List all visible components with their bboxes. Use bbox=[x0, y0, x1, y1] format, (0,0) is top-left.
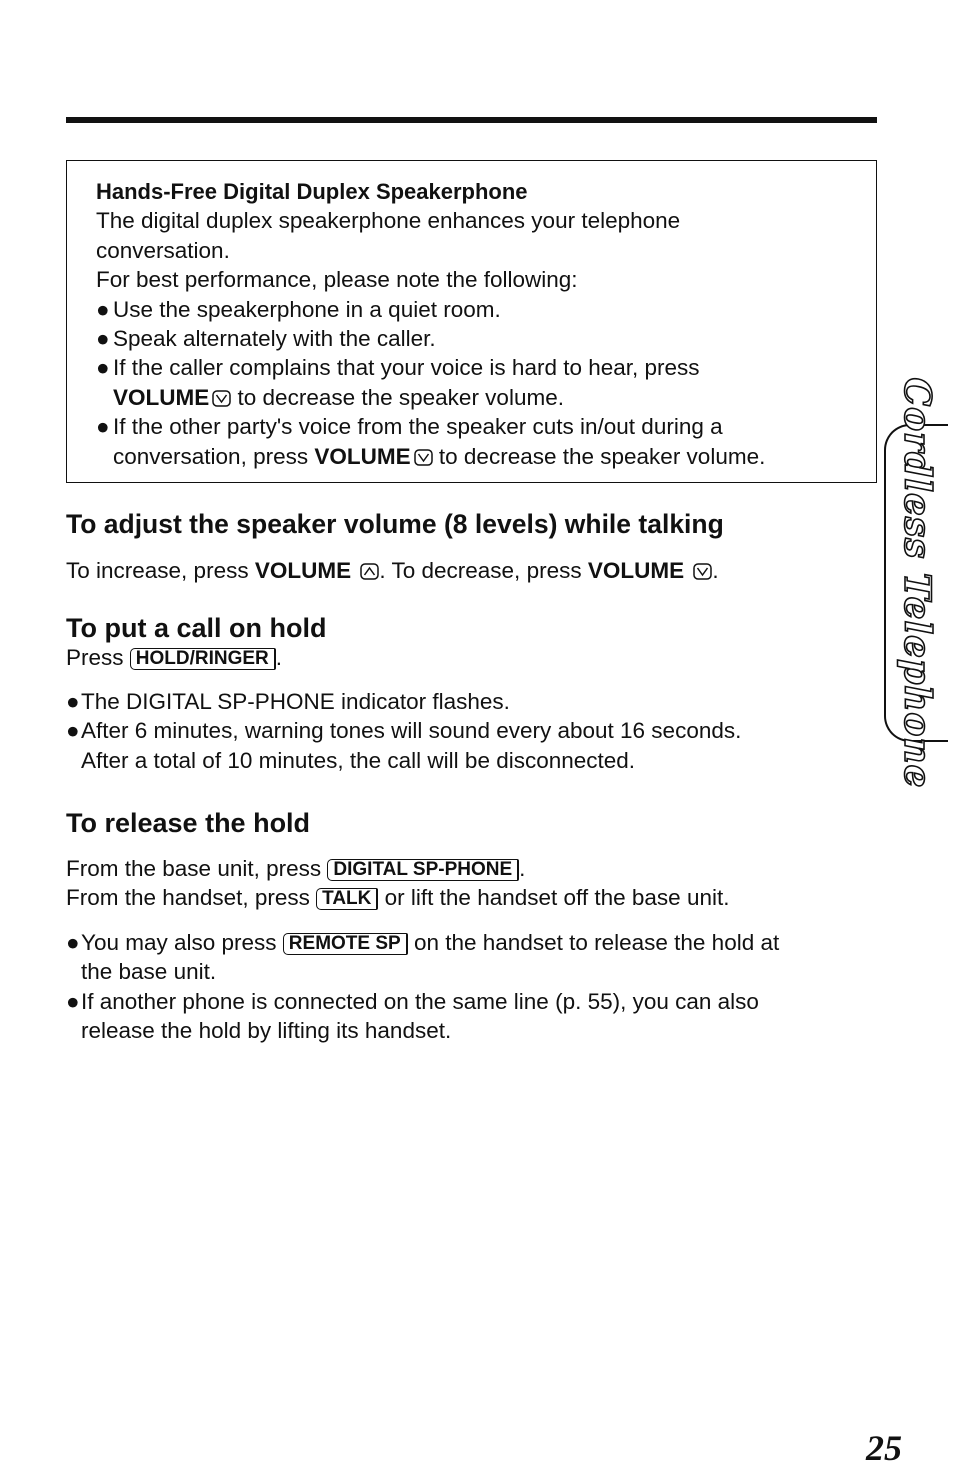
volume-label: VOLUME bbox=[314, 443, 411, 469]
bullet-dot: ● bbox=[96, 326, 110, 352]
remote-sp-key: REMOTE SP bbox=[283, 933, 408, 955]
top-rule bbox=[66, 117, 877, 123]
bullet-dot: ● bbox=[66, 718, 80, 744]
hold-text: Press bbox=[66, 645, 124, 670]
release-bullet bbox=[66, 987, 779, 1046]
release-text: From the handset, press bbox=[66, 885, 310, 911]
hold-bullet bbox=[66, 687, 741, 716]
volume-text: . To decrease, press bbox=[379, 558, 582, 583]
bullet-dot: ● bbox=[66, 689, 80, 714]
volume-label: VOLUME bbox=[254, 558, 352, 583]
volume-down-icon bbox=[414, 449, 433, 466]
release-bullet bbox=[66, 928, 779, 987]
speakerphone-info-box bbox=[66, 160, 877, 483]
hold-bullets bbox=[66, 687, 741, 775]
section-title-release: To release the hold bbox=[66, 808, 311, 838]
bullet-text: conversation, press bbox=[113, 443, 309, 469]
side-tab-label: Cordless Telephone bbox=[896, 377, 938, 789]
bullet-text: the base unit. bbox=[81, 959, 217, 985]
info-box-line: The digital duplex speakerphone enhances your telephone bbox=[96, 208, 681, 234]
bullet-text: If the other party's voice from the speaker cuts in/out during a bbox=[113, 414, 723, 440]
bullet-text: After a total of 10 minutes, the call will be disconnected. bbox=[81, 747, 636, 773]
hold-text: . bbox=[275, 645, 283, 670]
release-text: or lift the handset off the base unit. bbox=[384, 885, 730, 911]
bullet-text: Use the speakerphone in a quiet room. bbox=[113, 296, 501, 322]
bullet-text: If the caller complains that your voice is hard to hear, press bbox=[113, 355, 700, 381]
volume-text: To increase, press bbox=[66, 558, 249, 583]
bullet-text: You may also press bbox=[81, 930, 277, 955]
release-line bbox=[66, 883, 729, 912]
bullet-text: on the handset to release the hold at bbox=[413, 930, 780, 955]
volume-text: . bbox=[712, 558, 719, 583]
volume-down-icon bbox=[693, 563, 712, 580]
info-box-bullet bbox=[96, 353, 856, 412]
hold-ringer-key: HOLD/RINGER bbox=[130, 648, 276, 670]
bullet-text: to decrease the speaker volume. bbox=[237, 384, 564, 410]
page-number: 25 bbox=[866, 1428, 902, 1468]
bullet-text: After 6 minutes, warning tones will sound every about 16 seconds. bbox=[81, 718, 742, 744]
info-box-line: For best performance, please note the following: bbox=[96, 267, 578, 293]
release-text: . bbox=[519, 856, 526, 881]
bullet-dot: ● bbox=[66, 930, 80, 955]
talk-key: TALK bbox=[316, 888, 378, 910]
info-box-title: Hands-Free Digital Duplex Speakerphone bbox=[96, 179, 528, 204]
side-tab bbox=[884, 377, 948, 789]
info-box-bullet bbox=[96, 324, 856, 353]
volume-label: VOLUME bbox=[113, 384, 210, 410]
bullet-dot: ● bbox=[96, 355, 110, 381]
bullet-text: to decrease the speaker volume. bbox=[438, 443, 766, 469]
release-line bbox=[66, 854, 729, 883]
bullet-dot: ● bbox=[96, 296, 110, 322]
volume-down-icon bbox=[212, 390, 231, 407]
volume-label: VOLUME bbox=[587, 558, 685, 583]
bullet-dot: ● bbox=[96, 414, 110, 440]
bullet-text: The DIGITAL SP-PHONE indicator flashes. bbox=[81, 689, 510, 714]
digital-sp-phone-key: DIGITAL SP-PHONE bbox=[327, 859, 519, 881]
info-box-bullet bbox=[96, 412, 856, 471]
section-title-hold: To put a call on hold bbox=[66, 613, 327, 643]
release-instructions bbox=[66, 854, 729, 913]
hold-bullet bbox=[66, 716, 741, 775]
release-text: From the base unit, press bbox=[66, 856, 322, 881]
bullet-text: If another phone is connected on the same line (p. 55), you can also bbox=[81, 988, 759, 1014]
bullet-text: Speak alternately with the caller. bbox=[113, 326, 436, 352]
hold-instruction bbox=[66, 643, 282, 672]
volume-instructions bbox=[66, 556, 719, 585]
section-title-volume: To adjust the speaker volume (8 levels) while talking bbox=[66, 509, 724, 539]
bullet-text: release the hold by lifting its handset. bbox=[81, 1018, 452, 1044]
info-box-bullet bbox=[96, 295, 856, 324]
release-bullets bbox=[66, 928, 779, 1046]
volume-up-icon bbox=[360, 563, 379, 580]
bullet-dot: ● bbox=[66, 988, 80, 1014]
info-box-line: conversation. bbox=[96, 237, 230, 263]
